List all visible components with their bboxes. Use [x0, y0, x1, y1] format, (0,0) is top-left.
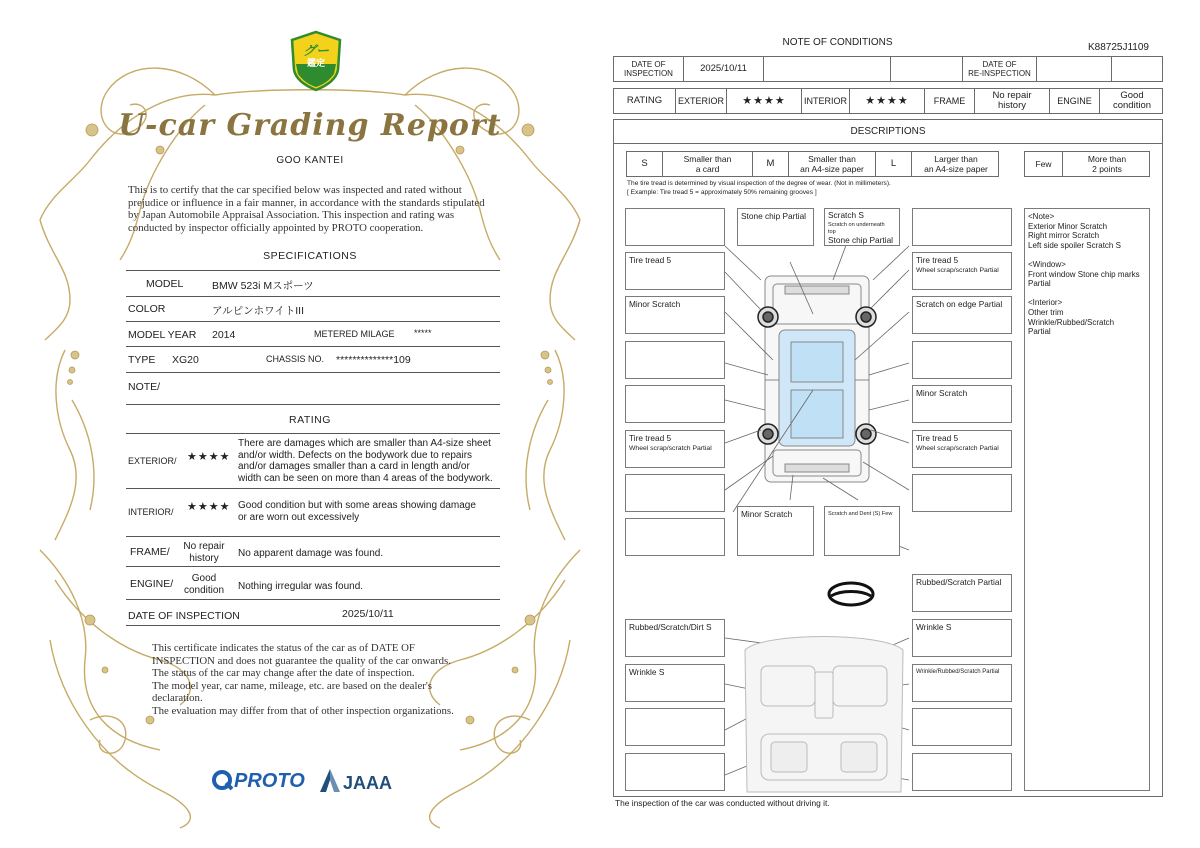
damage-box [912, 341, 1012, 379]
empty-cell [764, 57, 891, 81]
proto-logo-text: PROTO [234, 770, 305, 792]
damage-text: Scratch on underneath [828, 222, 885, 228]
damage-text: Wrinkle S [916, 622, 952, 632]
engine-value-line: Good [191, 573, 217, 584]
damage-text: Wrinkle/Rubbed/Scratch Partial [916, 669, 1000, 675]
damage-text: Rubbed/Scratch Partial [916, 577, 1002, 587]
chassis-value: **************109 [336, 354, 411, 366]
inspection-date-value: 2025/10/11 [684, 57, 764, 81]
damage-box [912, 296, 1012, 334]
document-id: K88725J1109 [1088, 42, 1149, 53]
frame-label: FRAME/ [130, 546, 170, 558]
damage-box [912, 753, 1012, 791]
legend-line: More than [1087, 153, 1127, 164]
notes-line: <Note> [1028, 212, 1055, 221]
notes-line: Left side spoiler Scratch S [1028, 240, 1121, 250]
label-line: DATE OF [631, 60, 666, 69]
report-subtitle: GOO KANTEI [276, 155, 344, 166]
tire-tread-note [627, 180, 891, 197]
damage-box [737, 506, 814, 556]
damage-box [625, 619, 725, 657]
interior-desc-line: or are worn out excessively [238, 511, 360, 523]
notes-line: Front window Stone chip marks [1028, 269, 1140, 279]
engine-value [1100, 89, 1164, 113]
notes-line: Partial [1028, 279, 1051, 289]
descriptions-title: DESCRIPTIONS [850, 126, 926, 137]
damage-text: Stone chip Partial [741, 211, 807, 221]
tire-note-line: [ Example: Tire tread 5 = approximately 50% remaining grooves ] [627, 188, 817, 196]
legend-line: a card [695, 164, 720, 174]
damage-box [625, 664, 725, 702]
damage-text: Tire tread 5 [916, 255, 959, 265]
interior-stars: ★★★★ [850, 89, 925, 113]
footer-line: The model year, car name, mileage, etc. are based on the dealer's [152, 679, 432, 692]
specifications-title: SPECIFICATIONS [263, 250, 357, 262]
steering-wheel-icon [829, 583, 873, 605]
note-title: NOTE OF CONDITIONS [782, 37, 893, 48]
damage-text: Wrinkle S [629, 667, 665, 677]
model-value: BMW 523i Mスポーツ [212, 280, 314, 292]
damage-box [625, 708, 725, 746]
reinspection-date-label [963, 57, 1037, 81]
exterior-desc-line: and/or width. Defects on the bodywork due to repairs [238, 449, 473, 461]
footer-line: The evaluation may differ from that of other inspection organizations. [152, 704, 454, 717]
damage-box [912, 252, 1012, 290]
exterior-label: EXTERIOR [676, 89, 727, 113]
note-label: NOTE/ [128, 381, 161, 393]
empty-cell [1112, 57, 1164, 81]
reinspection-date-value [1037, 57, 1112, 81]
notes-line: <Window> [1028, 259, 1066, 269]
damage-text: Scratch S [828, 210, 864, 220]
rating-label: RATING [614, 89, 676, 113]
model-year-value: 2014 [212, 329, 236, 341]
tire-note-line: The tire tread is determined by visual inspection of the degree of wear. (Not in millimeters). [627, 180, 891, 187]
damage-text: Wheel scrap/scratch Partial [629, 445, 712, 452]
damage-box [912, 708, 1012, 746]
damage-box [625, 252, 725, 290]
legend-line: Larger than [934, 153, 978, 164]
intro-line: prejudice or influence in a fair manner, in accordance with the standards stipulated [128, 196, 485, 209]
jaaa-logo-text: JAAA [343, 773, 393, 793]
damage-text: Stone chip Partial [828, 235, 894, 245]
legend-code-s: S [627, 152, 663, 176]
notes-line: Other trim [1028, 307, 1064, 317]
footer-line: INSPECTION and does not guarantee the quality of the car onwards. [152, 654, 451, 667]
damage-text: Tire tread 5 [629, 433, 672, 443]
interior-stars: ★★★★ [187, 501, 231, 513]
notes-line: Wrinkle/Rubbed/Scratch [1028, 317, 1115, 327]
color-label: COLOR [128, 303, 166, 315]
value-line: Good [1120, 89, 1144, 101]
value-line: history [998, 100, 1026, 111]
engine-label: ENGINE/ [130, 578, 174, 590]
damage-text: Scratch and Dent (S) Few [828, 511, 893, 517]
engine-value-line: condition [183, 584, 225, 596]
notes-line: Right mirror Scratch [1028, 231, 1100, 241]
type-label: TYPE [128, 354, 156, 366]
divider [613, 143, 1163, 144]
notes-line: Exterior Minor Scratch [1028, 221, 1108, 231]
legend-text-s [663, 152, 753, 176]
exterior-stars: ★★★★ [727, 89, 802, 113]
inspection-date-row [613, 56, 1163, 82]
damage-box [912, 385, 1012, 423]
damage-box [625, 385, 725, 423]
rating-row [613, 88, 1163, 114]
damage-box [737, 208, 814, 246]
exterior-desc-line: There are damages which are smaller than A4-size sheet [238, 438, 491, 449]
legend-text-few [1063, 152, 1151, 176]
size-legend [626, 151, 999, 177]
damage-text: Scratch on edge Partial [916, 299, 1003, 309]
value-line: condition [1112, 100, 1152, 111]
damage-box [912, 430, 1012, 468]
notes-list [1028, 212, 1140, 337]
intro-line: This is to certify that the car specified below was inspected and rated without [128, 184, 462, 196]
notes-spacer [1028, 289, 1140, 299]
damage-text: Tire tread 5 [629, 255, 672, 265]
frame-value [975, 89, 1050, 113]
label-line: RE-INSPECTION [968, 69, 1031, 78]
damage-box [625, 341, 725, 379]
damage-box [912, 664, 1012, 702]
car-interior-icon [745, 637, 903, 793]
chassis-label: CHASSIS NO. [266, 354, 325, 364]
legend-line: an A4-size paper [800, 164, 864, 174]
exterior-desc-line: width can be seen on more than 4 areas of the bodywork. [238, 472, 493, 484]
footer-line: This certificate indicates the status of the car as of DATE OF [152, 642, 415, 654]
legend-line: Smaller than [808, 153, 856, 164]
damage-box [912, 574, 1012, 612]
damage-text: Wheel scrap/scratch Partial [916, 267, 999, 274]
date-label: DATE OF INSPECTION [128, 610, 240, 622]
model-year-label: MODEL YEAR [128, 329, 197, 341]
inspection-footer: The inspection of the car was conducted without driving it. [615, 798, 830, 808]
damage-box [912, 619, 1012, 657]
intro-line: by Japan Automobile Appraisal Association. This inspection and rating was [128, 209, 455, 222]
legend-line: 2 points [1092, 164, 1122, 174]
empty-cell [891, 57, 963, 81]
type-value: XG20 [172, 354, 199, 366]
interior-label: INTERIOR [802, 89, 850, 113]
model-label: MODEL [146, 278, 184, 290]
damage-box [625, 518, 725, 556]
damage-text: top [828, 229, 836, 235]
damage-box [625, 753, 725, 791]
interior-label: INTERIOR/ [128, 507, 174, 517]
frame-value-line: history [189, 552, 219, 564]
rating-title: RATING [289, 414, 331, 426]
car-top-view-icon [765, 276, 869, 482]
interior-desc-line: Good condition but with some areas showing damage [238, 500, 476, 511]
badge-text: 鑑定 [306, 58, 325, 68]
damage-text: Wheel scrap/scratch Partial [916, 445, 999, 452]
mileage-value: ***** [414, 328, 432, 338]
legend-text-l [912, 152, 1000, 176]
report-title: U-car Grading Report [118, 108, 502, 143]
legend-text-m [789, 152, 876, 176]
notes-spacer [1028, 250, 1140, 260]
legend-code-few: Few [1025, 152, 1063, 176]
engine-label: ENGINE [1050, 89, 1100, 113]
notes-line: <Interior> [1028, 298, 1063, 308]
value-line: No repair [992, 89, 1032, 101]
inspection-date-label [614, 57, 684, 81]
legend-line: Smaller than [683, 153, 732, 164]
damage-box [824, 208, 900, 246]
color-value: アルピンホワイトIII [212, 305, 305, 317]
frame-description: No apparent damage was found. [238, 548, 384, 559]
damage-box [625, 208, 725, 246]
damage-box [625, 430, 725, 468]
legend-line: an A4-size paper [924, 164, 988, 174]
damage-text: Minor Scratch [916, 388, 968, 398]
frame-label: FRAME [925, 89, 975, 113]
damage-box [824, 506, 900, 556]
date-value: 2025/10/11 [342, 608, 394, 620]
footer-line: The status of the car may change after the date of inspection. [152, 667, 415, 680]
label-line: INSPECTION [624, 69, 673, 78]
badge-top-text: グー [302, 43, 329, 58]
damage-text: Minor Scratch [741, 509, 793, 519]
engine-description: Nothing irregular was found. [238, 581, 364, 592]
label-line: DATE OF [982, 60, 1017, 69]
frame-value-line: No repair [183, 541, 225, 552]
damage-text: Minor Scratch [629, 299, 681, 309]
intro-line: conducted by inspector officially appointed by PROTO cooperation. [128, 221, 424, 234]
damage-text: Tire tread 5 [916, 433, 959, 443]
exterior-label: EXTERIOR/ [128, 456, 177, 466]
footer-line: declaration. [152, 692, 203, 705]
damage-box [625, 296, 725, 334]
mileage-label: METERED MILAGE [314, 329, 395, 339]
damage-box [912, 474, 1012, 512]
exterior-stars: ★★★★ [187, 451, 231, 463]
damage-box [912, 208, 1012, 246]
exterior-desc-line: and/or damages smaller than a card in length and/or [238, 461, 470, 473]
legend-code-m: M [753, 152, 789, 176]
damage-text: Rubbed/Scratch/Dirt S [629, 622, 712, 632]
legend-code-l: L [876, 152, 912, 176]
damage-box [625, 474, 725, 512]
notes-panel [1024, 208, 1150, 791]
notes-line: Partial [1028, 327, 1051, 337]
few-legend [1024, 151, 1150, 177]
